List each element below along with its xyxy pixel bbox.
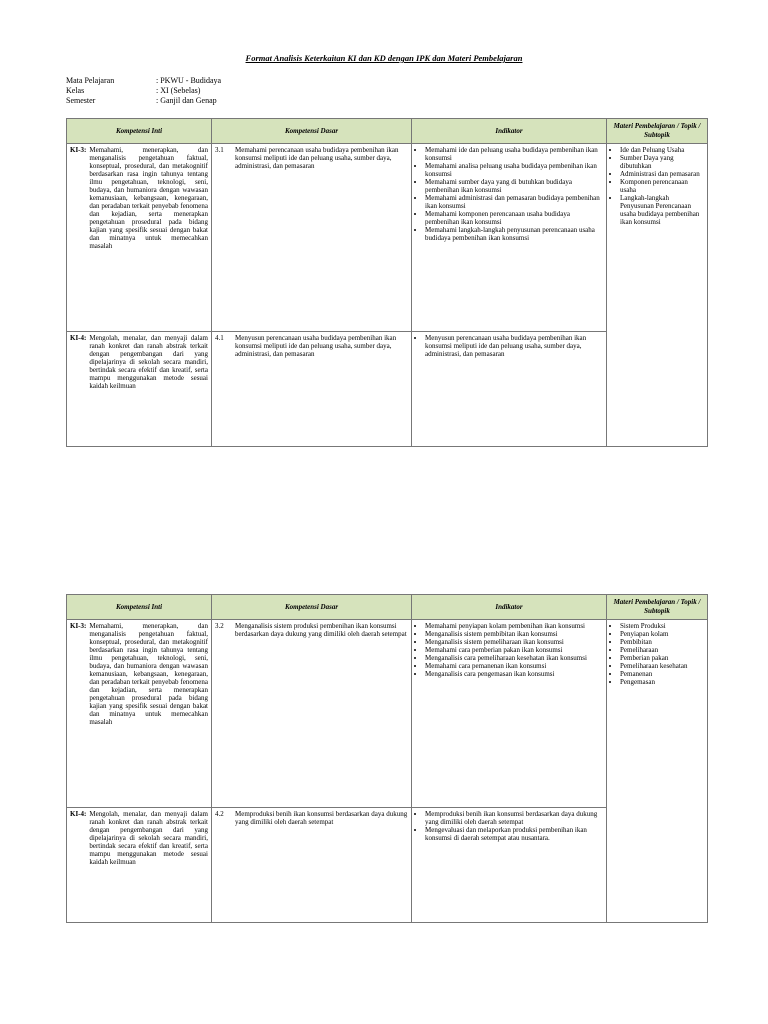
header-kd: Kompetensi Dasar bbox=[212, 119, 412, 144]
kd-text: Memproduksi benih ikan konsumsi berdasarkan daya dukung yang dimiliki oleh daerah setempat bbox=[235, 810, 408, 826]
ki4-text: Mengolah, menalar, dan menyaji dalam ranah konkret dan ranah abstrak terkait dengan pengembangan dari yang dipelajarinya di sekolah secara mandiri, bertindak secara efektif dan kreatif, serta mampu menggunakan metode sesuai kaidah keilmuan bbox=[89, 810, 208, 866]
list-item: • Menganalisis sistem pembibitan ikan konsumsi bbox=[425, 630, 603, 638]
header-indikator: Indikator bbox=[412, 119, 607, 144]
meta-value: : Ganjil dan Genap bbox=[156, 96, 217, 105]
document-title: Format Analisis Keterkaitan KI dan KD dengan IPK dan Materi Pembelajaran bbox=[245, 53, 523, 63]
kd-3-1-cell bbox=[212, 144, 412, 332]
list-item: • Komponen perencanaan usaha bbox=[620, 178, 704, 194]
indikator-cell bbox=[412, 620, 607, 808]
kd-3-2-cell bbox=[212, 620, 412, 808]
list-item: • Penyiapan kolam bbox=[620, 630, 704, 638]
indikator-cell bbox=[412, 332, 607, 447]
analysis-table-1 bbox=[66, 118, 708, 447]
list-item: • Mengevaluasi dan melaporkan produksi pembenihan ikan konsumsi di daerah setempat atau nusantara. bbox=[425, 826, 603, 842]
table-header-row bbox=[67, 119, 708, 144]
kd-number: 4.1 bbox=[215, 334, 224, 342]
list-item: • Pemanenan bbox=[620, 670, 704, 678]
materi-list bbox=[610, 622, 704, 686]
meta-value: : PKWU - Budidaya bbox=[156, 76, 222, 85]
analysis-table-2 bbox=[66, 594, 708, 923]
list-item: • Pembibitan bbox=[620, 638, 704, 646]
header-ki: Kompetensi Inti bbox=[67, 119, 212, 144]
header-materi: Materi Pembelajaran / Topik / Subtopik bbox=[607, 595, 708, 620]
kd-text: Menganalisis sistem produksi pembenihan ikan konsumsi berdasarkan daya dukung yang dimiliki oleh daerah setempat bbox=[235, 622, 407, 638]
ki3-label: KI-3: bbox=[70, 622, 87, 630]
ki4-label: KI-4: bbox=[70, 810, 87, 818]
list-item: • Memahami administrasi dan pemasaran budidaya pembenihan ikan konsumsi bbox=[425, 194, 603, 210]
meta-row-semester bbox=[66, 96, 221, 106]
list-item: • Sistem Produksi bbox=[620, 622, 704, 630]
indikator-list bbox=[415, 622, 603, 678]
materi-cell bbox=[607, 144, 708, 447]
kd-4-1-cell bbox=[212, 332, 412, 447]
ki4-cell bbox=[67, 332, 212, 447]
ki3-cell bbox=[67, 144, 212, 332]
meta-label: Kelas bbox=[66, 86, 85, 95]
ki3-label: KI-3: bbox=[70, 146, 87, 154]
kd-4-2-cell bbox=[212, 808, 412, 923]
meta-row-subject bbox=[66, 76, 221, 86]
kd-number: 4.2 bbox=[215, 810, 224, 818]
ki4-cell bbox=[67, 808, 212, 923]
list-item: • Langkah-langkah Penyusunan Perencanaan usaha budidaya pembenihan ikan konsumsi bbox=[620, 194, 704, 226]
ki3-cell bbox=[67, 620, 212, 808]
kd-number: 3.2 bbox=[215, 622, 224, 630]
header-ki: Kompetensi Inti bbox=[67, 595, 212, 620]
list-item: • Memahami cara pemberian pakan ikan konsumsi bbox=[425, 646, 603, 654]
list-item: • Menganalisis cara pemeliharaan kesehatan ikan konsumsi bbox=[425, 654, 603, 662]
list-item: • Administrasi dan pemasaran bbox=[620, 170, 704, 178]
kd-number: 3.1 bbox=[215, 146, 224, 154]
indikator-list bbox=[415, 334, 603, 358]
header-kd: Kompetensi Dasar bbox=[212, 595, 412, 620]
list-item: • Menganalisis sistem pemeliharaan ikan konsumsi bbox=[425, 638, 603, 646]
list-item: • Pemeliharaan bbox=[620, 646, 704, 654]
list-item: • Memahami komponen perencanaan usaha budidaya pembenihan ikan konsumsi bbox=[425, 210, 603, 226]
document-meta bbox=[66, 76, 221, 106]
list-item: • Memproduksi benih ikan konsumsi berdasarkan daya dukung yang dimiliki oleh daerah setempat bbox=[425, 810, 603, 826]
table-row-ki3 bbox=[67, 144, 708, 332]
meta-value: : XI (Sebelas) bbox=[156, 86, 201, 95]
kd-text: Memahami perencanaan usaha budidaya pembenihan ikan konsumsi meliputi ide dan peluang usaha, sumber daya, administrasi, dan pemasaran bbox=[235, 146, 399, 170]
list-item: • Memahami penyiapan kolam pembenihan ikan konsumsi bbox=[425, 622, 603, 630]
indikator-cell bbox=[412, 144, 607, 332]
ki4-label: KI-4: bbox=[70, 334, 87, 342]
list-item: • Ide dan Peluang Usaha bbox=[620, 146, 704, 154]
meta-label: Mata Pelajaran bbox=[66, 76, 115, 85]
meta-label: Semester bbox=[66, 96, 96, 105]
list-item: • Sumber Daya yang dibutuhkan bbox=[620, 154, 704, 170]
indikator-cell bbox=[412, 808, 607, 923]
table-row-ki3 bbox=[67, 620, 708, 808]
ki3-text: Memahami, menerapkan, dan menganalisis pengetahuan faktual, konseptual, prosedural, dan metakognitif berdasarkan rasa ingin tahunya tentang ilmu pengetahuan, teknologi, seni, budaya, dan humaniora dengan wawasan kemanusiaan, kebangsaan, kenegaraan, dan peradaban terkait penyebab fenomena dan kejadian, serta menerapkan pengetahuan prosedural pada bidang kajian yang spesifik sesuai dengan bakat dan minatnya untuk memecahkan masalah bbox=[89, 146, 208, 250]
list-item: • Memahami cara pemanenan ikan konsumsi bbox=[425, 662, 603, 670]
list-item: • Pengemasan bbox=[620, 678, 704, 686]
materi-list bbox=[610, 146, 704, 226]
list-item: • Memahami sumber daya yang di butuhkan budidaya pembenihan ikan konsumsi bbox=[425, 178, 603, 194]
list-item: • Menyusun perencanaan usaha budidaya pembenihan ikan konsumsi meliputi ide dan peluang usaha, sumber daya, administrasi, dan pemasaran bbox=[425, 334, 603, 358]
header-materi: Materi Pembelajaran / Topik / Subtopik bbox=[607, 119, 708, 144]
indikator-list bbox=[415, 146, 603, 242]
meta-row-class bbox=[66, 86, 221, 96]
ki4-text: Mengolah, menalar, dan menyaji dalam ranah konkret dan ranah abstrak terkait dengan pengembangan dari yang dipelajarinya di sekolah secara mandiri, bertindak secara efektif dan kreatif, serta mampu menggunakan metode sesuai kaidah keilmuan bbox=[89, 334, 208, 390]
list-item: • Memahami ide dan peluang usaha budidaya pembenihan ikan konsumsi bbox=[425, 146, 603, 162]
table-header-row bbox=[67, 595, 708, 620]
list-item: • Memahami langkah-langkah penyusunan perencanaan usaha budidaya pembenihan ikan konsumsi bbox=[425, 226, 603, 242]
kd-text: Menyusun perencanaan usaha budidaya pembenihan ikan konsumsi meliputi ide dan peluang usaha, sumber daya, administrasi, dan pemasaran bbox=[235, 334, 397, 358]
list-item: • Pemeliharaan kesehatan bbox=[620, 662, 704, 670]
list-item: • Menganalisis cara pengemasan ikan konsumsi bbox=[425, 670, 603, 678]
indikator-list bbox=[415, 810, 603, 842]
list-item: • Pemberian pakan bbox=[620, 654, 704, 662]
materi-cell bbox=[607, 620, 708, 923]
ki3-text: Memahami, menerapkan, dan menganalisis pengetahuan faktual, konseptual, prosedural, dan metakognitif berdasarkan rasa ingin tahunya tentang ilmu pengetahuan, teknologi, seni, budaya, dan humaniora dengan wawasan kemanusiaan, kebangsaan, kenegaraan, dan peradaban terkait penyebab fenomena dan kejadian, serta menerapkan pengetahuan prosedural pada bidang kajian yang spesifik sesuai dengan bakat dan minatnya untuk memecahkan masalah bbox=[89, 622, 208, 726]
header-indikator: Indikator bbox=[412, 595, 607, 620]
list-item: • Memahami analisa peluang usaha budidaya pembenihan ikan konsumsi bbox=[425, 162, 603, 178]
